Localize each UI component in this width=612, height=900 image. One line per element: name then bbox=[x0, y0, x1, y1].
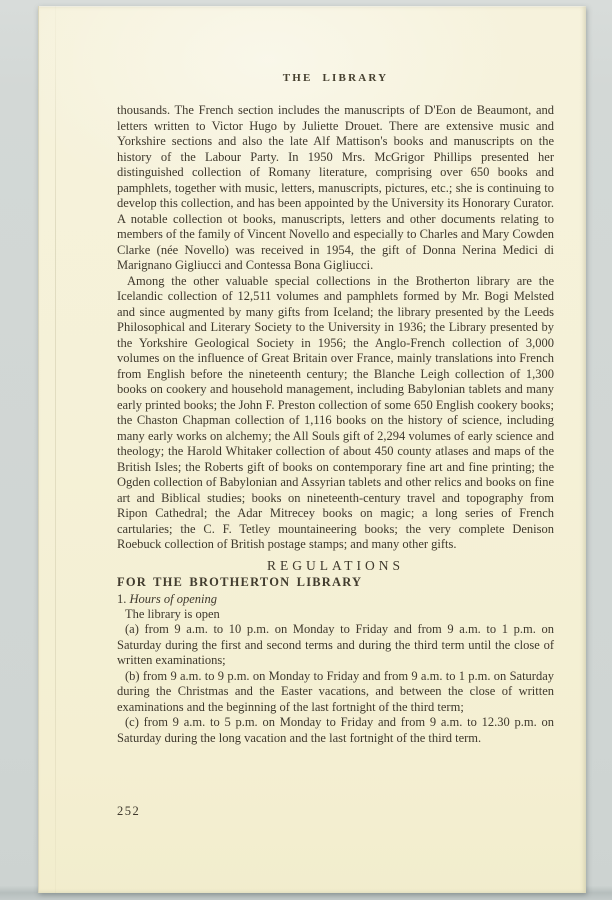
section-title-line bbox=[117, 591, 554, 607]
book-page bbox=[38, 6, 586, 893]
page-fold-line bbox=[55, 6, 56, 893]
section-title: Hours of opening bbox=[129, 591, 217, 606]
regulation-item-b: (b) from 9 a.m. to 9 p.m. on Monday to Friday and from 9 a.m. to 1 p.m. on Saturday during the Christmas and the Easter vacations, and between the close of written examinations and the beginning of the last fortnight of the third term; bbox=[117, 668, 554, 714]
regulation-item-a: (a) from 9 a.m. to 10 p.m. on Monday to Friday and from 9 a.m. to 1 p.m. on Saturday during the first and second terms and during the third term until the close of written examinations; bbox=[117, 622, 554, 667]
body-paragraph-1: thousands. The French section includes the manuscripts of D'Eon de Beaumont, and letters written to Victor Hugo by Juliette Drouet. There are extensive music and Yorkshire sections and also the late Alf Mattison's books and manuscripts on the history of the Labour Party. In 1950 Mrs. McGrigor Phillips presented her distinguished collection of Romany literature, comprising over 650 books and pamphlets, together with music, letters, manuscripts, pictures, etc.; she is continuing to develop this collection, and has been appointed by the University its Honorary Curator. A notable collection ot books, manuscripts, letters and other documents relating to members of the family of Vincent Novello and especially to Charles and Mary Cowden Clarke (née Novello) was received in 1954, the gift of Donna Nerina Medici di Marignano Gigliucci and Contessa Bona Gigliucci. bbox=[117, 103, 554, 272]
regulation-item-c: (c) from 9 a.m. to 5 p.m. on Monday to Friday and from 9 a.m. to 12.30 p.m. on Saturday during the long vacation and the last fortnight of the third term. bbox=[117, 715, 554, 745]
body-paragraph-2: Among the other valuable special collections in the Brotherton library are the Icelandic collection of 12,511 volumes and pamphlets formed by Mr. Bogi Melsted and since augmented by many gifts from Iceland; the library presented by the Leeds Philosophical and Literary Society to the University in 1936; the Library presented by the Yorkshire Geological Society in 1956; the Anglo-French collection of 3,000 volumes on the influence of Great Britain over France, mainly translations into French from English before the nineteenth century; the Blanche Leigh collection of 1,300 books on cookery and household management, including Babylonian tablets and many early printed books; the John F. Preston collection of some 650 English cookery books; the Chaston Chapman collection of 1,116 books on the history of science, including many early works on alchemy; the All Souls gift of 2,294 volumes of early science and theology; the Harold Whitaker collection of about 450 county atlases and maps of the British Isles; the Roberts gift of books on contemporary fine art and fine printing; the Ogden collection of Babylonian and Assyrian tablets and other relics and books on fine art and Biblical studies; books on nineteenth-century travel and topography from Ripon Cathedral; the Adar Mitrecey books on magic; a long series of French cartularies; the C. F. Tetley mountaineering books; the very complete Denison Roebuck collection of British postage stamps; and many other gifts. bbox=[117, 273, 554, 551]
regulations-intro: The library is open bbox=[125, 606, 220, 621]
running-header: THE LIBRARY bbox=[282, 72, 389, 84]
regulations-heading: REGULATIONS bbox=[267, 557, 404, 573]
page-text-block bbox=[117, 103, 554, 746]
page-number: 252 bbox=[117, 804, 141, 818]
regulations-subheading: FOR THE BROTHERTON LIBRARY bbox=[117, 574, 363, 589]
section-number: 1. bbox=[117, 591, 127, 606]
